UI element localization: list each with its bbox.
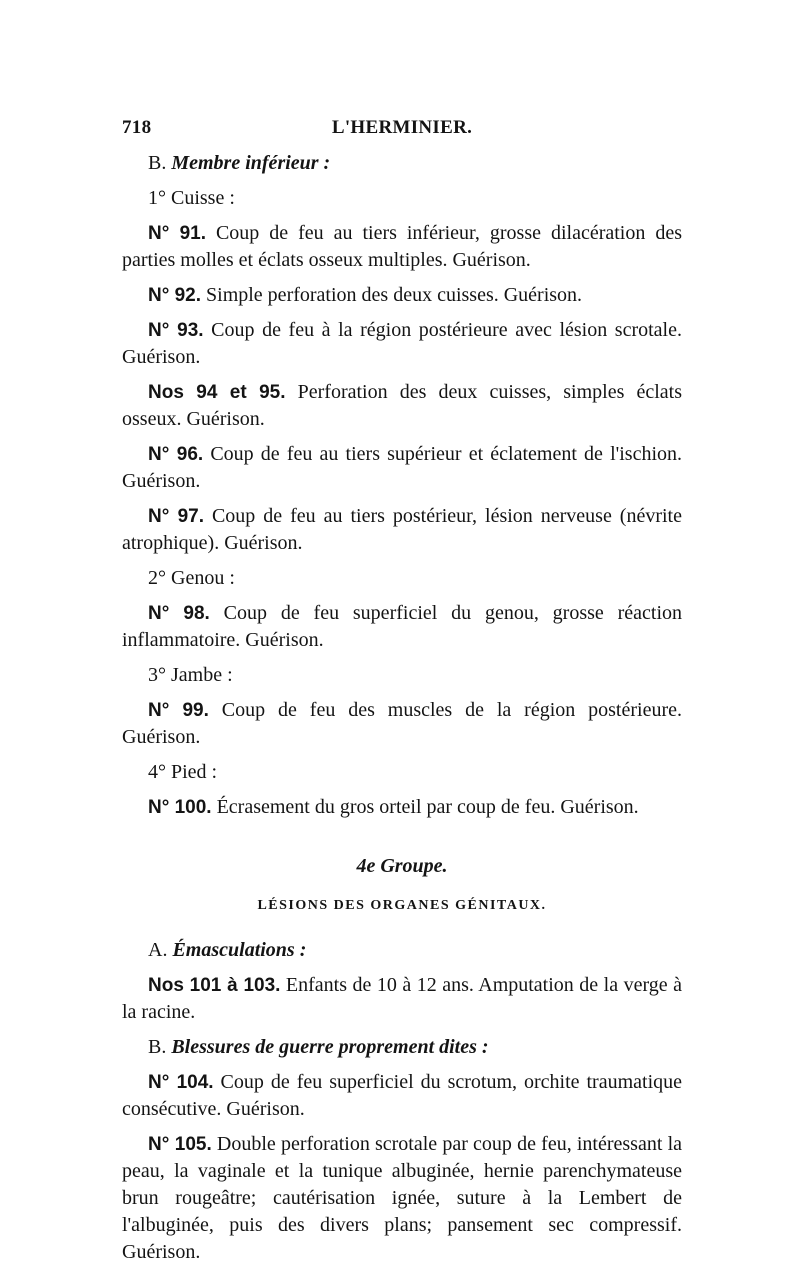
case-number: N° 91. xyxy=(148,223,206,244)
case-96 xyxy=(122,441,682,495)
section-heading-a xyxy=(122,937,682,964)
case-number: N° 92. xyxy=(148,285,202,306)
section-heading-b xyxy=(122,150,682,177)
case-100 xyxy=(122,794,682,821)
case-text: Coup de feu au tiers supérieur et éclatement de l'ischion. Guérison. xyxy=(122,443,682,492)
case-93 xyxy=(122,317,682,371)
page-number: 718 xyxy=(122,117,152,138)
case-text: Enfants de 10 à 12 ans. Amputation de la verge à la racine. xyxy=(122,974,682,1023)
subsection-cuisse: 1° Cuisse : xyxy=(148,187,235,209)
subsection-genou: 2° Genou : xyxy=(148,567,235,589)
case-number: N° 99. xyxy=(148,700,209,721)
case-text: Coup de feu superficiel du scrotum, orchite traumatique consécutive. Guérison. xyxy=(122,1071,683,1120)
case-number: N° 105. xyxy=(148,1134,212,1155)
section-letter: A. xyxy=(148,939,168,961)
case-text: Écrasement du gros orteil par coup de feu. Guérison. xyxy=(211,796,639,818)
case-98 xyxy=(122,600,682,654)
case-text: Coup de feu superficiel du genou, grosse réaction inflammatoire. Guérison. xyxy=(122,602,682,651)
subsection-jambe: 3° Jambe : xyxy=(148,664,233,686)
running-title: L'HERMINIER. xyxy=(331,117,473,138)
case-text: Coup de feu au tiers inférieur, grosse dilacération des parties molles et éclats osseux multiples. Guérison. xyxy=(122,222,682,271)
case-94-95 xyxy=(122,379,682,433)
group-title: 4e Groupe. xyxy=(356,855,448,877)
group-subtitle: LÉSIONS DES ORGANES GÉNITAUX. xyxy=(257,898,547,913)
case-number: Nos 101 à 103. xyxy=(148,975,281,996)
case-number: N° 97. xyxy=(148,506,204,527)
case-105 xyxy=(122,1131,682,1266)
case-104 xyxy=(122,1069,682,1123)
case-91 xyxy=(122,220,682,274)
page-body xyxy=(122,150,682,1274)
section-heading-b2 xyxy=(122,1034,682,1061)
case-text: Double perforation scrotale par coup de feu, intéressant la peau, la vaginale et la tunique albuginée, hernie parenchymateuse brun rougeâtre; cautérisation ignée, suture à la Lembert de l'albuginée, puis des divers plans; pansement sec compressif. Guérison. xyxy=(122,1133,682,1263)
case-number: N° 96. xyxy=(148,444,204,465)
running-header xyxy=(122,117,682,139)
case-number: N° 104. xyxy=(148,1072,214,1093)
case-92 xyxy=(122,282,682,309)
section-title: Émasculations : xyxy=(172,939,307,961)
case-text: Coup de feu au tiers postérieur, lésion nerveuse (névrite atrophique). Guérison. xyxy=(122,505,682,554)
case-text: Perforation des deux cuisses, simples éclats osseux. Guérison. xyxy=(122,381,683,430)
case-101-103 xyxy=(122,972,682,1026)
case-99 xyxy=(122,697,682,751)
section-letter: B. xyxy=(148,1036,167,1058)
case-97 xyxy=(122,503,682,557)
case-number: N° 100. xyxy=(148,797,212,818)
case-number: N° 98. xyxy=(148,603,210,624)
section-title: Blessures de guerre proprement dites : xyxy=(171,1036,489,1058)
case-text: Coup de feu à la région postérieure avec lésion scrotale. Guérison. xyxy=(122,319,682,368)
section-title: Membre inférieur : xyxy=(171,152,331,174)
case-number: N° 93. xyxy=(148,320,204,341)
section-letter: B. xyxy=(148,152,167,174)
subsection-pied: 4° Pied : xyxy=(148,761,218,783)
case-text: Coup de feu des muscles de la région postérieure. Guérison. xyxy=(122,699,682,748)
case-text: Simple perforation des deux cuisses. Guérison. xyxy=(201,284,583,306)
case-number: Nos 94 et 95. xyxy=(148,382,286,403)
